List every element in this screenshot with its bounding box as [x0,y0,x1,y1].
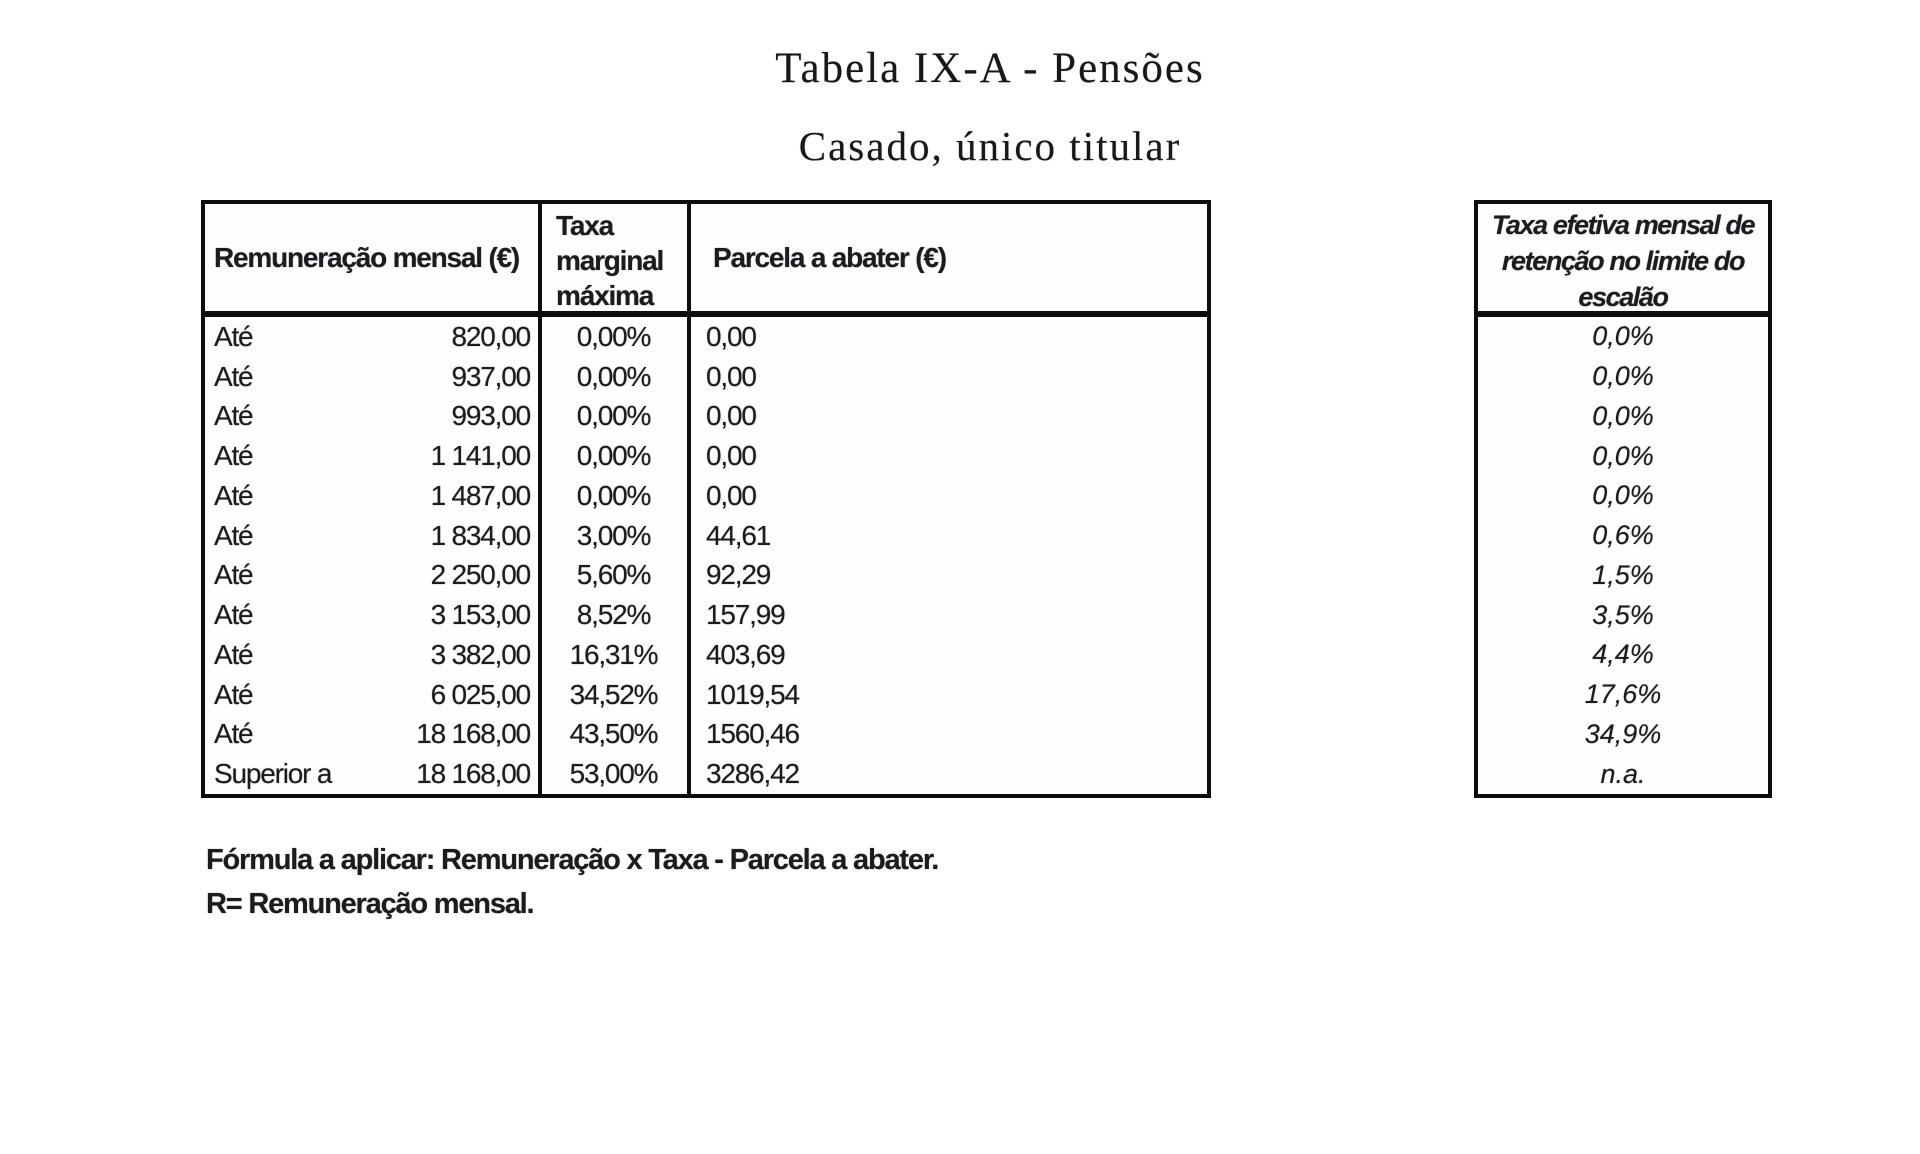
cell-taxa-marginal: 0,00% [542,317,691,357]
row-qualifier: Superior a [214,758,332,790]
effective-rate-value: 0,0% [1592,361,1654,392]
header-taxa-efetiva [1478,204,1768,317]
cell-parcela: 403,69 [706,638,785,670]
row-amount: 820,00 [451,320,530,352]
header-taxa-marginal-maxima [542,204,691,311]
table-row [205,397,1207,437]
effective-rate-value: 17,6% [1584,679,1662,710]
header-taxa-line1: Taxa [556,210,613,241]
pensions-table [201,200,1211,798]
effective-rate-body [1478,317,1768,794]
cell-remuneracao [205,595,542,635]
row-amount: 1 141,00 [430,440,530,472]
row-amount: 1 487,00 [430,479,530,511]
row-qualifier: Até [214,360,253,392]
effective-rate-table [1474,200,1772,798]
cell-parcela: 157,99 [706,599,785,631]
row-qualifier: Até [214,638,253,670]
table-row [205,317,1207,357]
cell-parcela: 1019,54 [706,678,799,710]
effective-rate-value: 0,0% [1592,400,1654,431]
cell-parcela: 0,00 [706,320,756,352]
cell-taxa-marginal: 0,00% [542,476,691,516]
cell-remuneracao [205,317,542,357]
header-parcela-abater: Parcela a abater (€) [713,241,946,273]
table-row [205,595,1207,635]
cell-parcela: 0,00 [706,479,756,511]
effective-rate-value: 4,4% [1592,639,1654,670]
table-row [205,556,1207,596]
cell-taxa-marginal: 16,31% [542,635,691,675]
cell-remuneracao [205,675,542,715]
table-row [205,675,1207,715]
header-taxa-efetiva-line1: Taxa efetiva mensal de [1491,210,1755,240]
header-taxa-efetiva-line2: retenção no limite do [1501,246,1745,276]
cell-parcela: 1560,46 [706,718,799,750]
cell-remuneracao [205,476,542,516]
cell-taxa-marginal: 53,00% [542,754,691,794]
cell-remuneracao [205,436,542,476]
pensions-table-body [205,317,1207,794]
cell-taxa-marginal: 34,52% [542,675,691,715]
row-amount: 1 834,00 [430,519,530,551]
cell-taxa-marginal: 0,00% [542,397,691,437]
header-remuneracao-mensal: Remuneração mensal (€) [205,204,542,311]
row-amount: 6 025,00 [430,678,530,710]
row-qualifier: Até [214,678,253,710]
table-row [205,754,1207,794]
cell-taxa-marginal: 0,00% [542,436,691,476]
page-title: Tabela IX-A - Pensões [775,45,1205,92]
cell-remuneracao [205,397,542,437]
cell-remuneracao [205,635,542,675]
effective-rate-value: 3,5% [1592,599,1654,630]
cell-parcela: 0,00 [706,360,756,392]
effective-rate-value: 0,0% [1592,321,1654,352]
cell-parcela: 3286,42 [706,758,799,790]
cell-remuneracao [205,715,542,755]
effective-rate-value: 1,5% [1592,559,1654,590]
cell-parcela: 0,00 [706,400,756,432]
cell-parcela: 0,00 [706,440,756,472]
effective-rate-value: 34,9% [1584,718,1662,749]
header-taxa-line3: máxima [556,280,654,311]
table-row [205,635,1207,675]
table-row [205,476,1207,516]
cell-taxa-marginal: 8,52% [542,595,691,635]
cell-taxa-marginal: 3,00% [542,516,691,556]
cell-remuneracao [205,357,542,397]
cell-parcela: 44,61 [706,519,771,551]
row-amount: 993,00 [451,400,530,432]
row-qualifier: Até [214,519,253,551]
row-amount: 3 153,00 [430,599,530,631]
table-row [205,715,1207,755]
row-qualifier: Até [214,718,253,750]
table-row [205,357,1207,397]
cell-taxa-marginal: 0,00% [542,357,691,397]
row-amount: 2 250,00 [430,559,530,591]
cell-remuneracao [205,516,542,556]
table-row [205,436,1207,476]
row-qualifier: Até [214,559,253,591]
row-amount: 18 168,00 [416,758,530,790]
row-qualifier: Até [214,599,253,631]
header-taxa-efetiva-line3: escalão [1578,282,1668,312]
row-qualifier: Até [214,479,253,511]
remuneracao-definition-line: R= Remuneração mensal. [206,888,534,920]
page-subtitle: Casado, único titular [798,123,1182,169]
cell-remuneracao [205,754,542,794]
formula-line: Fórmula a aplicar: Remuneração x Taxa - Parcela a abater. [206,844,939,876]
cell-taxa-marginal: 43,50% [542,715,691,755]
effective-rate-value: 0,0% [1592,440,1654,471]
header-taxa-line2: marginal [556,245,664,276]
row-amount: 18 168,00 [416,718,530,750]
pensions-table-header [205,204,1207,317]
cell-parcela: 92,29 [706,559,771,591]
row-amount: 3 382,00 [430,638,530,670]
row-qualifier: Até [214,400,253,432]
row-qualifier: Até [214,440,253,472]
cell-taxa-marginal: 5,60% [542,556,691,596]
table-row [205,516,1207,556]
effective-rate-value: 0,0% [1592,480,1654,511]
row-amount: 937,00 [451,360,530,392]
formula-note [206,838,938,926]
effective-rate-value: n.a. [1600,758,1646,789]
row-qualifier: Até [214,320,253,352]
effective-rate-value: 0,6% [1592,520,1654,551]
cell-remuneracao [205,556,542,596]
